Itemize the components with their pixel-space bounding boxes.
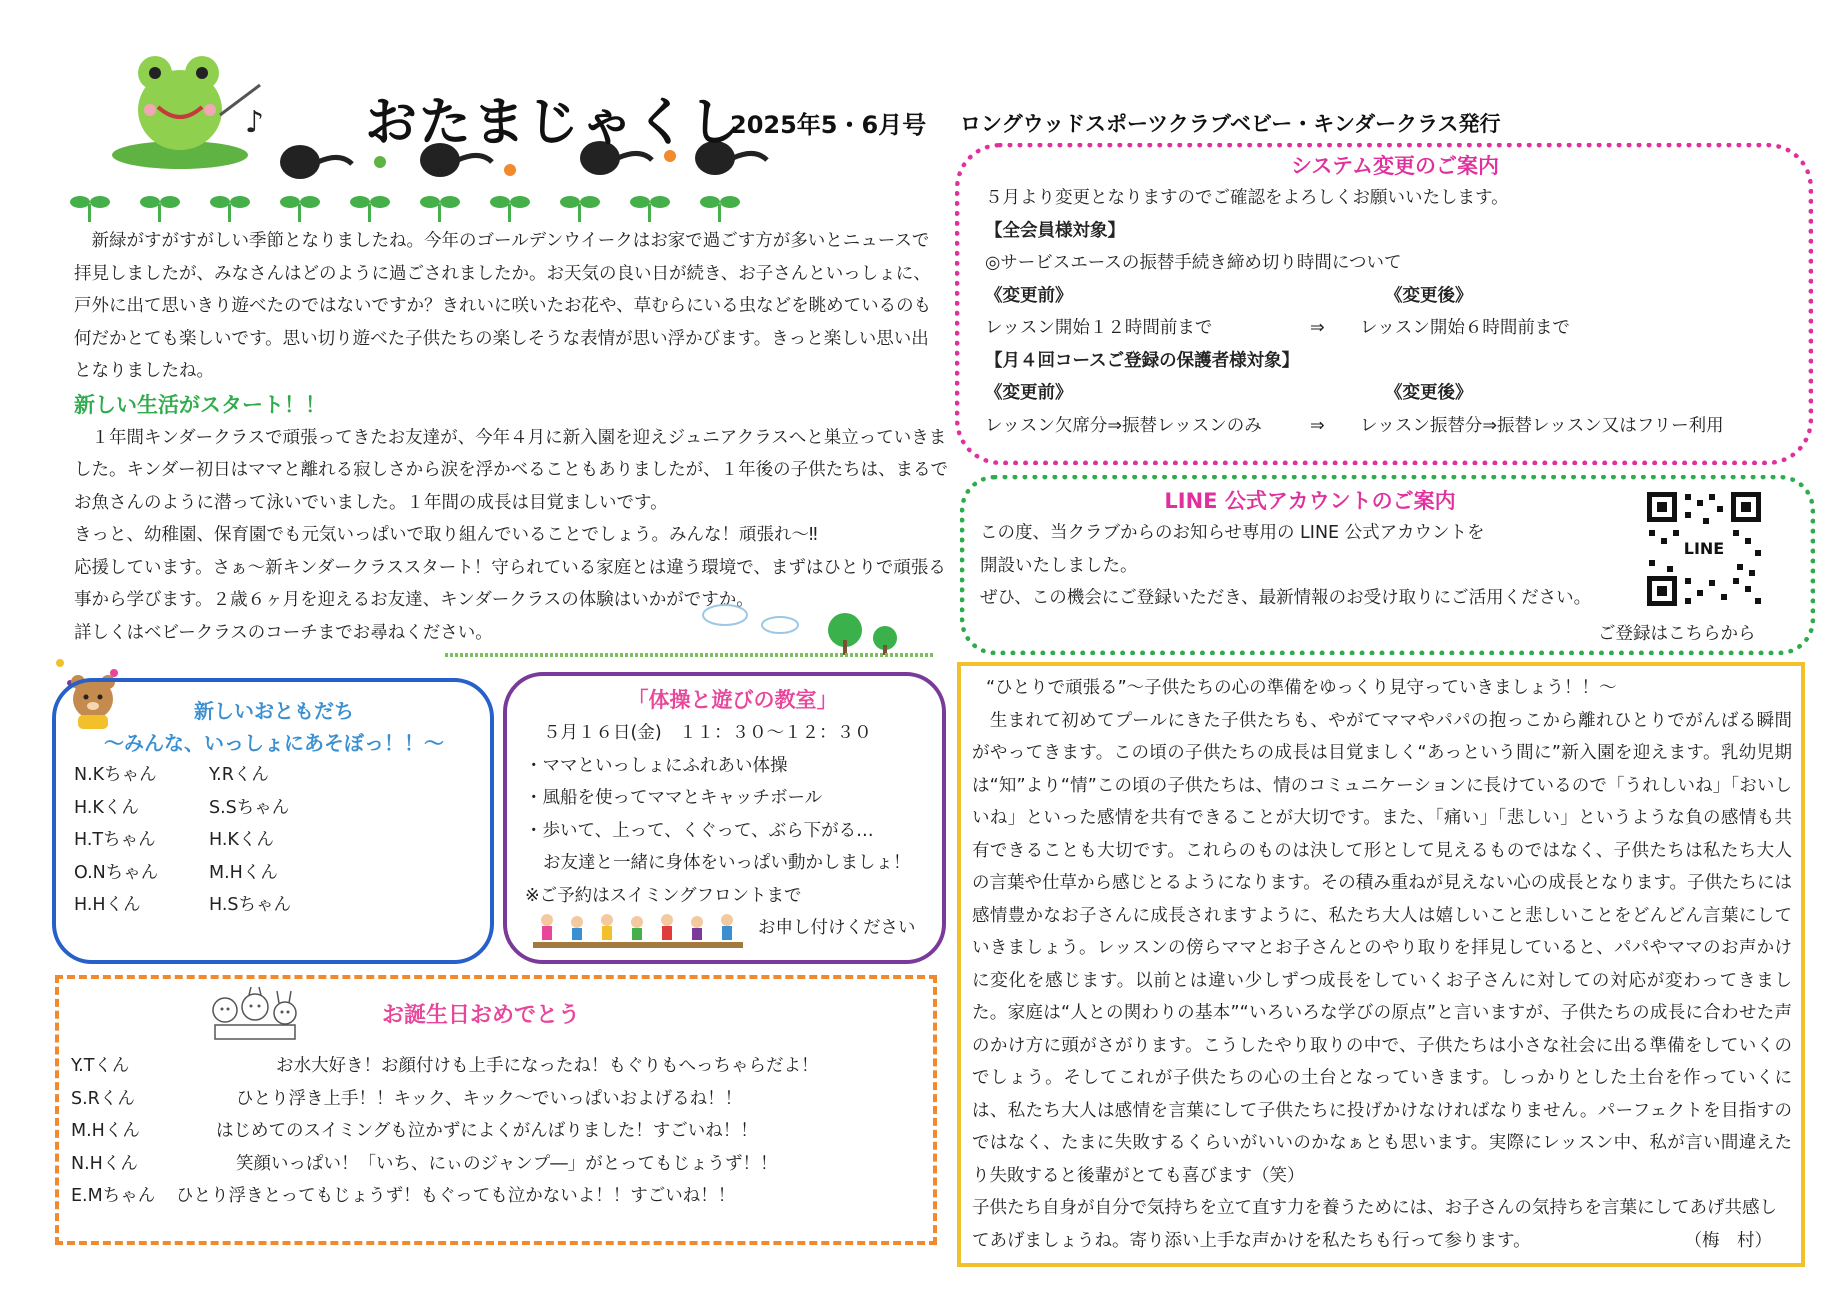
child-name: S.Rくん [71, 1088, 135, 1109]
new-friends-content [74, 695, 474, 922]
line-qr-code[interactable] [1645, 490, 1763, 608]
new-friends-subheading: ～みんな、いっしょにあそぼっ！！～ [104, 731, 444, 755]
before-value: レッスン開始１２時間前まで [985, 318, 1213, 338]
gym-class-reservation-2: お申し付けください [758, 918, 916, 938]
new-life-body-4: 詳しくはベビークラスのコーチまでお尋ねください。 [74, 622, 493, 643]
birthday-message: ひとり浮きとってもじょうず！もぐっても泣かないよ！！すごいね！！ [176, 1186, 736, 1206]
line-text-1: この度、当クラブからのお知らせ専用の LINE 公式アカウントを [980, 523, 1485, 543]
friend-name: N.Kちゃん [74, 765, 157, 785]
line-qr-label: LINE [1683, 539, 1725, 558]
list-item [74, 824, 474, 857]
friend-name: H.Kくん [209, 830, 274, 850]
system-group-4course: 【月４回コースご登録の保護者様対象】 [985, 350, 1300, 371]
new-life-body-1: １年間キンダークラスで頑張ってきたお友達が、今年４月に新入園を迎えジュニアクラスへと巣立っていきました。キンダー初日はママと離れる寂しさから涙を浮かべることもありましたが、１年後の子供たちは、まるでお魚さんのように潜って泳いでいました。１年間の成長は目覚ましいです。 [74, 427, 948, 513]
grass-decoration [445, 600, 935, 660]
before-label: 《変更前》 [985, 383, 1073, 403]
after-value: レッスン振替分⇒振替レッスン又はフリー利用 [1360, 415, 1724, 436]
arrow-icon: ⇒ [1310, 318, 1325, 338]
gym-class-date: ５月１６日(金) １１：３０～１２：３０ [543, 723, 872, 743]
system-change-row-2 [985, 410, 1805, 443]
list-item [74, 889, 474, 922]
essay-heading: “ひとりで頑張る”～子供たちの心の準備をゆっくり見守っていきましょう！！～ [986, 678, 1617, 698]
friend-name: H.Kくん [74, 797, 139, 818]
intro-paragraph: 新緑がすがすがしい季節となりましたね。今年のゴールデンウイークはお家で過ごす方が多いとニュースで拝見しましたが、みなさんはどのように過ごされましたか。お天気の良い日が続き、お子さんといっしょに、戸外に出て思いきり遊べたのではないですか？きれいに咲いたお花や、草むらにいる虫などを眺めているのも何だかとても楽しいです。思い切り遊べた子供たちの楽しそうな表情が思い浮かびます。きっと楽しい思い出となりましたね。 [74, 231, 932, 381]
list-item [74, 857, 474, 890]
friend-name: H.Sちゃん [209, 895, 292, 915]
friend-name: H.Hくん [74, 895, 141, 915]
new-life-body-3: 応援しています。さぁ～新キンダークラススタート！守られている家庭とは違う環境で、まずはひとりで頑張る事から学びます。２歳６ヶ月を迎えるお友達、キンダークラスの体験はいかがですか。 [74, 557, 946, 610]
list-item [74, 792, 474, 825]
gym-class-content [525, 683, 940, 945]
birthday-heading: お誕生日おめでとう [382, 1003, 581, 1028]
animals-illustration [205, 985, 305, 1050]
new-friends-heading: 新しいおともだち [194, 699, 354, 723]
list-item [71, 1180, 931, 1213]
system-change-row-1 [985, 312, 1805, 345]
friend-name: M.Hくん [209, 862, 278, 883]
sprouts-decoration [60, 190, 780, 225]
publisher-label: ロングウッドスポーツクラブベビー・キンダークラス発行 [960, 112, 1501, 136]
line-register-label: ご登録はこちらから [1598, 624, 1756, 644]
music-note-icon: ♪ [245, 105, 265, 140]
arrow-icon: ⇒ [1310, 415, 1325, 436]
newsletter-title: おたまじゃくし [365, 93, 744, 153]
list-item [71, 1050, 931, 1083]
child-name: M.Hくん [71, 1121, 140, 1141]
before-label: 《変更前》 [985, 285, 1073, 306]
line-heading: LINE 公式アカウントのご案内 [1164, 489, 1456, 513]
birthday-message: お水大好き！お顔付けも上手になったね！もぐりもへっちゃらだよ！ [276, 1056, 819, 1076]
essay-closing: 子供たち自身が自分で気持ちを立て直す力を養うためには、お子さんの気持ちを言葉にしてあげ共感してあげましょうね。寄り添い上手な声かけを私たちも行って参ります。 [972, 1198, 1777, 1251]
gym-class-reservation: ※ご予約はスイミングフロントまで [525, 885, 802, 906]
line-text-2: 開設いたしました。 [980, 555, 1138, 576]
birthday-message: はじめてのスイミングも泣かずによくがんばりました！すごいね！！ [216, 1121, 758, 1141]
system-item-1: ◎サービスエースの振替手続き締め切り時間について [985, 253, 1402, 273]
essay-signature: （梅 村） [1684, 1230, 1772, 1251]
system-heading: システム変更のご案内 [1291, 154, 1499, 178]
line-text-3: ぜひ、この機会にご登録いただき、最新情報のお受け取りにご活用ください。 [980, 588, 1592, 608]
list-item [71, 1083, 931, 1116]
friend-name: S.Sちゃん [209, 797, 290, 818]
gym-class-item: お友達と一緒に身体をいっぱい動かしましょ！ [543, 853, 911, 873]
system-labels-2 [985, 377, 1805, 410]
birthday-message: 笑顔いっぱい！「いち、にぃのジャンプ―」がとってもじょうず！！ [236, 1153, 778, 1174]
gym-class-heading: 「体操と遊びの教室」 [627, 688, 838, 712]
gym-class-item: ・ママといっしょにふれあい体操 [525, 755, 788, 776]
line-account-content [980, 485, 1640, 615]
essay-content [972, 672, 1792, 1257]
friend-name: Y.Rくん [209, 765, 269, 785]
child-name: Y.Tくん [71, 1056, 130, 1076]
system-lead: ５月より変更となりますのでご確認をよろしくお願いいたします。 [985, 188, 1509, 208]
system-group-all: 【全会員様対象】 [985, 220, 1125, 241]
list-item [71, 1115, 931, 1148]
intro-section [74, 225, 954, 649]
gym-class-item: ・歩いて、上って、くぐって、ぶら下がる… [525, 820, 874, 841]
new-life-body-2: きっと、幼稚園、保育園でも元気いっぱいで取り組んでいることでしょう。みんな！頑張れ～‼ [74, 525, 818, 545]
children-illustration [533, 912, 743, 954]
before-value: レッスン欠席分⇒振替レッスンのみ [985, 415, 1262, 436]
system-change-content [985, 150, 1805, 442]
issue-label: 2025年5・6月号 [730, 111, 927, 139]
after-value: レッスン開始６時間前まで [1360, 318, 1570, 338]
child-name: E.Mちゃん [71, 1186, 156, 1206]
list-item [71, 1148, 931, 1181]
birthday-message: ひとり浮き上手！！キック、キック～でいっぱいおよげるね！！ [236, 1088, 743, 1109]
new-friends-list [74, 759, 474, 922]
after-label: 《変更後》 [1385, 285, 1473, 306]
friend-name: O.Nちゃん [74, 862, 159, 883]
system-labels-1 [985, 280, 1805, 313]
after-label: 《変更後》 [1385, 383, 1473, 403]
new-life-heading: 新しい生活がスタート！！ [74, 392, 326, 417]
child-name: N.Hくん [71, 1153, 138, 1174]
essay-body: 生まれて初めてプールにきた子供たちも、やがてママやパパの抱っこから離れひとりでがんばる瞬間がやってきます。この頃の子供たちの成長は目覚ましく“あっという間に”新入園を迎えます。乳幼児期は“知”より“情”この頃の子供たちは、情のコミュニケーションに長けているので「うれしいね」「おいしいね」といった感情を共有できることが大切です。また、「痛い」「悲しい」というような負の感情も共有できることも大切です。これらのものは決して形として見えるものではなく、子供たちは私たち大人の言葉や仕草から感じとるようになります。その積み重ねが見えない心の成長となります。子供たちには感情豊かなお子さんに成長されますように、私たち大人は嬉しいこと悲しいことをどんどん言葉にしていきましょう。レッスンの傍らママとお子さんとのやり取りを拝見していると、パパやママのお声かけに変化を感じます。以前とは違い少しずつ成長をしていくお子さんに対しての対応が変わってきました。家庭は“人との関わりの基本”“いろいろな学びの原点”と言いますが、子供たちの成長に合わせた声のかけ方に頭がさがります。こうしたやり取りの中で、子供たちは小さな社会に出る準備をしていくのでしょう。そしてこれが子供たちの心の土台となっていきます。しっかりとした土台を作っていくには、私たち大人は感情を言葉にして子供たちに投げかけなければなりません。パーフェクトを目指すのではなく、たまに失敗するくらいがいいのかなぁとも思います。実際にレッスン中、私が言い間違えたり失敗すると後輩がとても喜びます（笑） [972, 710, 1792, 1186]
friend-name: H.Tちゃん [74, 830, 156, 850]
gym-class-item: ・風船を使ってママとキャッチボール [525, 788, 823, 808]
list-item [74, 759, 474, 792]
birthday-list [71, 1050, 931, 1213]
